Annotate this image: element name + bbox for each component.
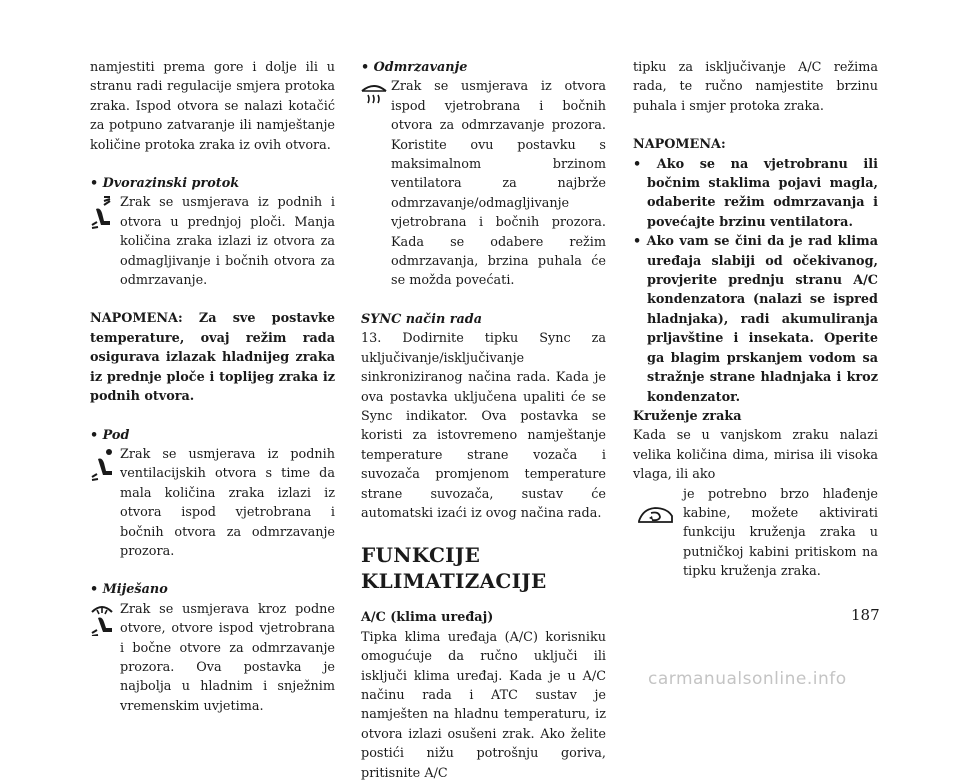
floor-title: • Pod: [90, 427, 130, 443]
note-title: NAPOMENA:: [633, 137, 726, 153]
ac-text: Tipka klima uređaja (A/C) korisniku omogućuje da ručno uključi ili isključi klima uređaj. Kada je u A/C načinu rada i ATC sustav je namješten na hladnu temperaturu, iz otvora izlazi osušeni zrak. Ako želite postići nižu potrošnju goriva, pritisnite A/C: [361, 629, 606, 781]
floor-block: [90, 445, 335, 561]
recirculation-icon: [637, 505, 675, 527]
mix-title: • Miješano: [90, 582, 168, 598]
ac-title: A/C (klima uređaj): [361, 610, 494, 626]
bilevel-mode-icon: [90, 195, 116, 229]
page-number: 187: [851, 606, 880, 624]
bilevel-text: Zrak se usmjerava iz podnih i otvora u prednjoj ploči. Manja količina zraka izlazi iz otvora za odmagljivanje i bočnih otvora za odmrzavanje.: [120, 195, 335, 289]
recirc-block: [633, 485, 878, 582]
defrost-mode-icon: [361, 83, 387, 117]
column-middle: [361, 58, 606, 783]
section-heading: FUNKCIJE KLIMATIZACIJE: [361, 543, 547, 594]
recirc-text: je potrebno brzo hlađenje kabine, možete aktivirati funkciju kruženja zraka u putničkoj kabini pritiskom na tipku kruženja zraka.: [683, 486, 878, 580]
column-right: [633, 58, 878, 582]
column-left: [90, 58, 335, 716]
floor-text: Zrak se usmjerava iz podnih ventilacijskih otvora s time da mala količina zraka izlazi iz otvora ispod vjetrobrana i bočnih otvora za odmrzavanje prozora.: [120, 446, 335, 559]
note-bullet-1: • Ako se na vjetrobranu ili bočnim staklima pojavi magla, odaberite režim odmrzavanja i povećajte brzinu ventilatora.: [633, 156, 878, 230]
floor-mode-icon: [90, 447, 116, 481]
sync-title: SYNC način rada: [361, 311, 482, 327]
mix-block: [90, 600, 335, 716]
note-paragraph: NAPOMENA: Za sve postavke temperature, ovaj režim rada osigurava izlazak hladnijeg zraka iz prednje ploče i toplijeg zraka iz podnih otvora.: [90, 311, 335, 405]
sync-text: 13. Dodirnite tipku Sync za uključivanje/isključivanje sinkroniziranog načina rada. Kada je ova postavka uključena upaliti će se Sync indikator. Ova postavka se koristi za istovremeno namještanje temperature strane vozača i suvozača promjenom temperature strane suvozača, sustav će automatski izaći iz ovog načina rada.: [361, 331, 606, 521]
defrost-text: Zrak se usmjerava iz otvora ispod vjetrobrana i bočnih otvora za odmrzavanje prozora. Koristite ovu postavku s maksimalnom brzinom ventilatora za najbrže odmrzavanje/odmagljivanje vjetrobrana i bočnih prozora. Kada se odabere režim odmrzavanja, brzina puhala će se možda povećati.: [391, 79, 606, 289]
intro-paragraph: namjestiti prema gore i dolje ili u stranu radi regulacije smjera protoka zraka. Ispod otvora se nalazi kotačić za potpuno zatvaranje ili namještanje količine protoka zraka iz ovih otvora.: [90, 60, 335, 153]
recirc-lead: Kada se u vanjskom zraku nalazi velika količina dima, mirisa ili visoka vlaga, ili ako: [633, 428, 878, 483]
recirc-title: Kruženje zraka: [633, 408, 742, 424]
bilevel-title: • Dvorazinski protok: [90, 176, 240, 192]
mix-text: Zrak se usmjerava kroz podne otvore, otvore ispod vjetrobrana i bočne otvore za odmrzavanje prozora. Ova postavka je najbolja u hladnim i snježnim vremenskim uvjetima.: [120, 601, 335, 714]
defrost-block: [361, 77, 606, 290]
bilevel-block: [90, 193, 335, 290]
watermark: carmanualsonline.info: [648, 669, 847, 689]
ac-continued: tipku za isključivanje A/C režima rada, te ručno namjestite brzinu puhala i smjer protoka zraka.: [633, 60, 878, 114]
note-bullet-2: • Ako vam se čini da je rad klima uređaja slabiji od očekivanog, provjerite prednju stranu A/C kondenzatora (nalazi se ispred hladnjaka), radi akumuliranja prljavštine i insekata. Operite ga blagim prskanjem vodom sa stražnje strane hladnjaka i kroz kondenzator.: [633, 234, 878, 405]
defrost-title: • Odmrzavanje: [361, 60, 468, 75]
mix-mode-icon: [90, 602, 116, 636]
